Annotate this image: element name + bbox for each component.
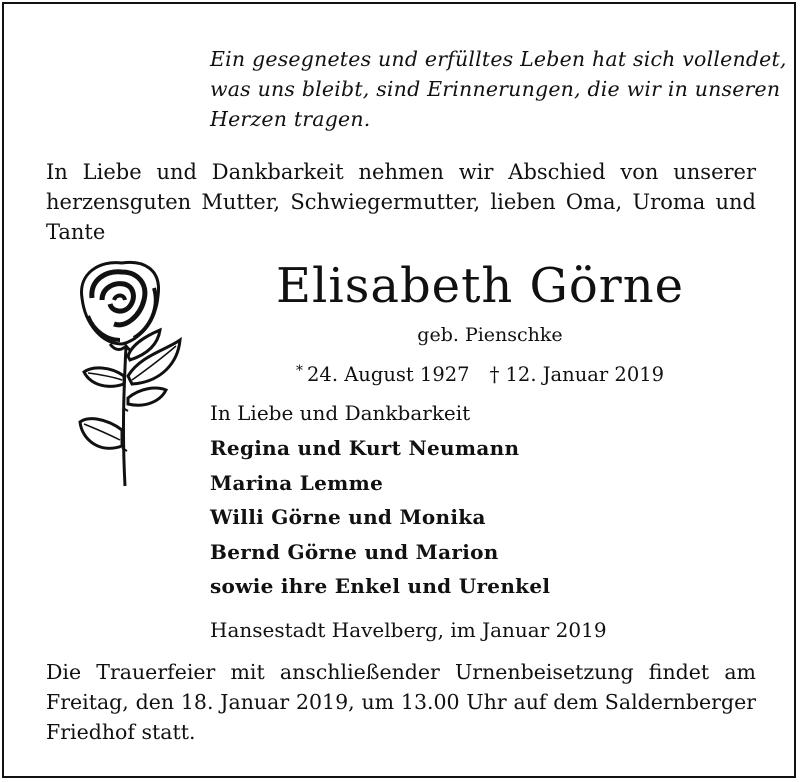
mourner-name: Marina Lemme bbox=[210, 470, 384, 495]
motto-line: Herzen tragen. bbox=[210, 107, 371, 131]
funeral-info: Die Trauerfeier mit anschließender Urnenbeisetzung findet am Freitag, den 18. Januar 2019, um 13.00 Uhr auf dem Saldernberger Friedhof statt. bbox=[46, 660, 756, 744]
motto-line: Ein gesegnetes und erfülltes Leben hat sich vollendet, bbox=[210, 47, 787, 71]
birth-date: 24. August 1927 bbox=[307, 363, 470, 386]
mourners-list bbox=[210, 398, 730, 604]
place-and-date: Hansestadt Havelberg, im Januar 2019 bbox=[210, 618, 607, 642]
mourner-name: Willi Görne und Monika bbox=[210, 505, 486, 529]
death-symbol: † bbox=[489, 363, 500, 386]
motto-line: was uns bleibt, sind Erinnerungen, die wir in unseren bbox=[210, 77, 781, 101]
deceased-name: Elisabeth Görne bbox=[275, 258, 685, 314]
birth-name: geb. Pienschke bbox=[417, 324, 563, 346]
mourner-name: Regina und Kurt Neumann bbox=[210, 436, 520, 460]
life-dates bbox=[296, 358, 696, 388]
birth-symbol: * bbox=[296, 363, 303, 379]
mourners-lead: In Liebe und Dankbarkeit bbox=[210, 401, 471, 425]
mourner-name: Bernd Görne und Marion bbox=[210, 539, 499, 564]
motto-quote bbox=[210, 44, 787, 134]
intro-text: In Liebe und Dankbarkeit nehmen wir Abschied von unserer herzensguten Mutter, Schwiegermutter, lieben Oma, Uroma und Tante bbox=[46, 160, 756, 244]
mourner-name: sowie ihre Enkel und Urenkel bbox=[210, 574, 551, 598]
death-date: 12. Januar 2019 bbox=[505, 363, 665, 386]
rose-icon bbox=[70, 258, 200, 498]
